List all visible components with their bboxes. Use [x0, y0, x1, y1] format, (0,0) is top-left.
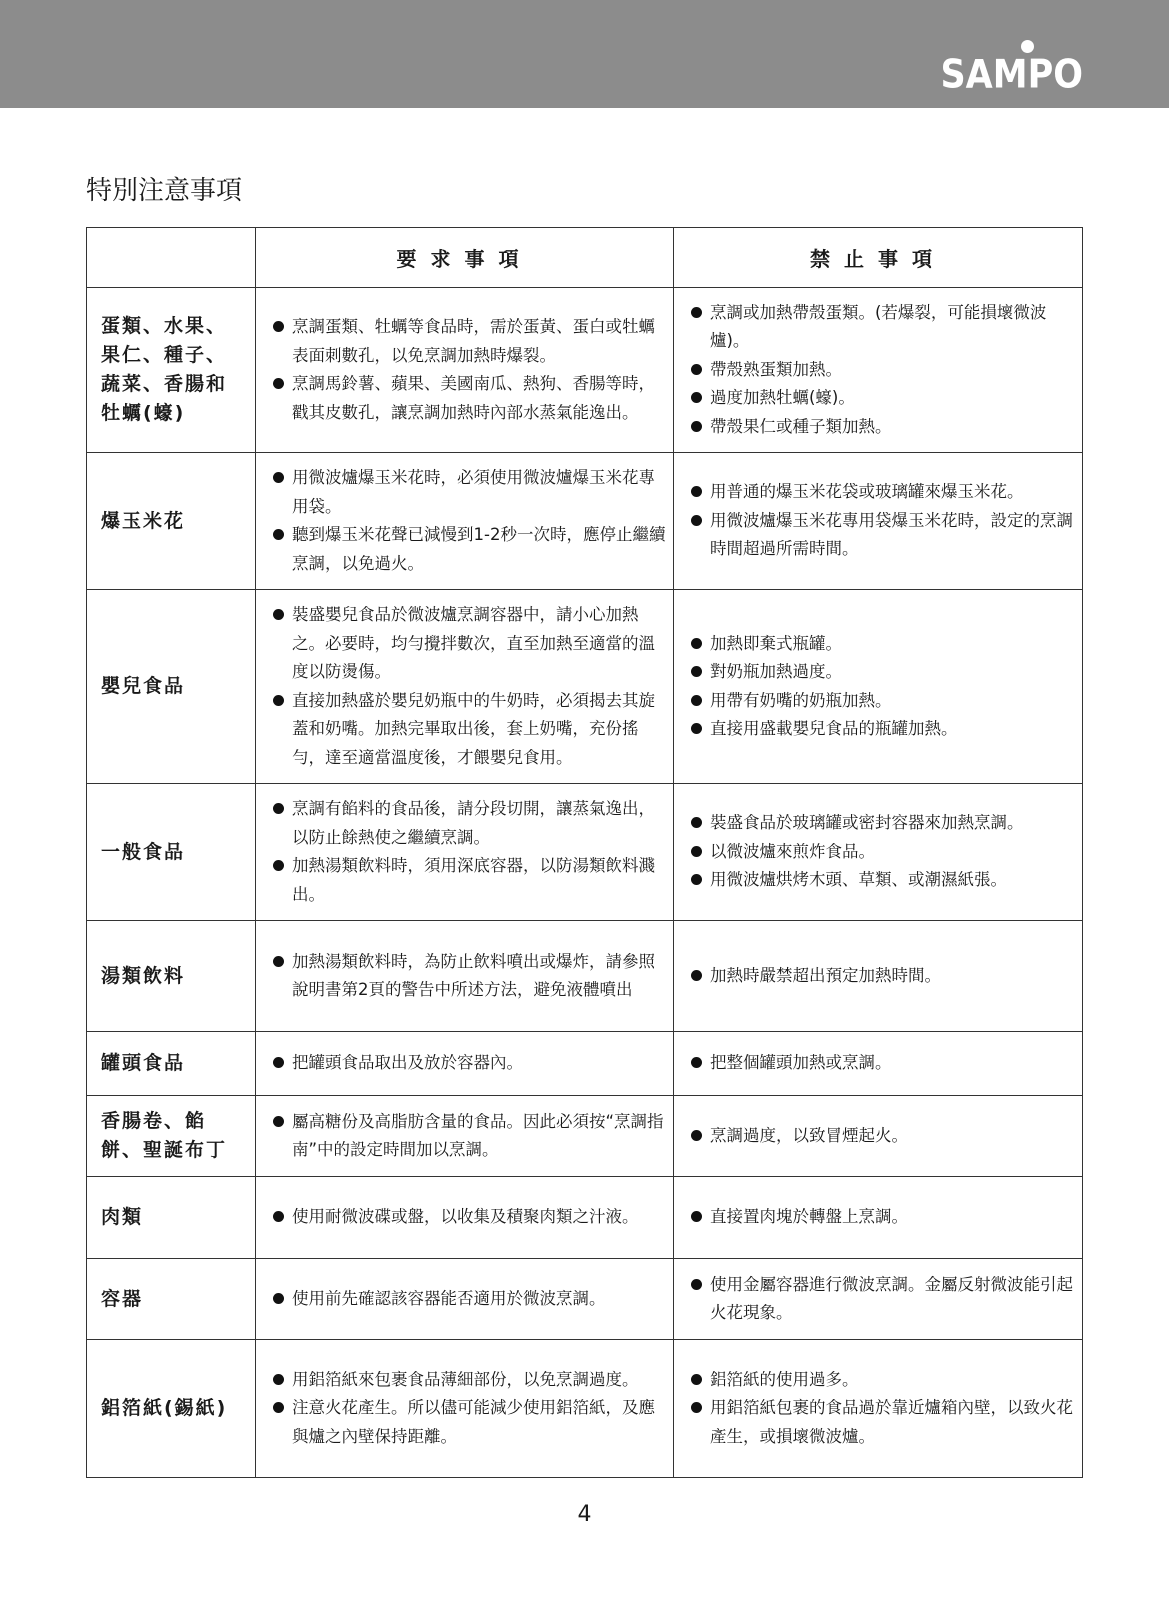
required-list	[272, 464, 667, 578]
list-item: 加熱湯類飲料時，須用深底容器，以防湯類飲料濺出。	[272, 852, 667, 909]
list-item: 烹調馬鈴薯、蘋果、美國南瓜、熱狗、香腸等時，戳其皮數孔，讓烹調加熱時內部水蒸氣能逸出。	[272, 370, 667, 427]
list-item: 用微波爐烘烤木頭、草類、或潮濕紙張。	[690, 866, 1076, 895]
list-item: 鋁箔紙的使用過多。	[690, 1366, 1076, 1395]
page-title: 特別注意事項	[86, 176, 243, 206]
required-list	[272, 313, 667, 427]
list-item: 注意火花產生。所以儘可能減少使用鋁箔紙，及應與爐之內壁保持距離。	[272, 1394, 667, 1451]
list-item: 聽到爆玉米花聲已減慢到1-2秒一次時，應停止繼續烹調，以免過火。	[272, 521, 667, 578]
required-cell	[256, 1259, 674, 1340]
table-row	[87, 1259, 1083, 1340]
prohibited-list	[690, 1049, 1076, 1078]
list-item: 帶殼果仁或種子類加熱。	[690, 413, 1076, 442]
prohibited-cell	[674, 1259, 1083, 1340]
required-cell	[256, 784, 674, 921]
required-cell	[256, 288, 674, 453]
required-list	[272, 948, 667, 1005]
row-category: 爆玉米花	[87, 453, 256, 590]
list-item: 直接用盛載嬰兒食品的瓶罐加熱。	[690, 715, 1076, 744]
list-item: 直接加熱盛於嬰兒奶瓶中的牛奶時，必須揭去其旋蓋和奶嘴。加熱完畢取出後，套上奶嘴，充份搖勻，達至適當溫度後，才餵嬰兒食用。	[272, 687, 667, 773]
row-category: 嬰兒食品	[87, 590, 256, 784]
list-item: 把整個罐頭加熱或烹調。	[690, 1049, 1076, 1078]
table-row	[87, 1032, 1083, 1096]
table-row	[87, 1340, 1083, 1478]
table-row	[87, 288, 1083, 453]
page-number: 4	[577, 1502, 592, 1527]
table-row	[87, 453, 1083, 590]
header-bar	[0, 0, 1169, 108]
list-item: 用帶有奶嘴的奶瓶加熱。	[690, 687, 1076, 716]
list-item: 使用金屬容器進行微波烹調。金屬反射微波能引起火花現象。	[690, 1271, 1076, 1328]
row-category: 肉類	[87, 1177, 256, 1259]
prohibited-list	[690, 1366, 1076, 1452]
list-item: 加熱湯類飲料時，為防止飲料噴出或爆炸，請參照說明書第2頁的警告中所述方法，避免液體噴出	[272, 948, 667, 1005]
prohibited-cell	[674, 1032, 1083, 1096]
row-category: 蛋類、水果、果仁、種子、蔬菜、香腸和牡蠣(蠔)	[87, 288, 256, 453]
required-cell	[256, 1096, 674, 1177]
list-item: 帶殼熟蛋類加熱。	[690, 356, 1076, 385]
table-header-row	[87, 228, 1083, 288]
prohibited-cell	[674, 453, 1083, 590]
row-category: 容器	[87, 1259, 256, 1340]
list-item: 加熱時嚴禁超出預定加熱時間。	[690, 962, 1076, 991]
prohibited-cell	[674, 1177, 1083, 1259]
prohibited-cell	[674, 784, 1083, 921]
prohibited-list	[690, 962, 1076, 991]
list-item: 直接置肉塊於轉盤上烹調。	[690, 1203, 1076, 1232]
prohibited-list	[690, 1203, 1076, 1232]
required-list	[272, 601, 667, 772]
list-item: 烹調過度，以致冒煙起火。	[690, 1122, 1076, 1151]
list-item: 屬高糖份及高脂肪含量的食品。因此必須按“烹調指南”中的設定時間加以烹調。	[272, 1108, 667, 1165]
prohibited-list	[690, 1271, 1076, 1328]
list-item: 裝盛嬰兒食品於微波爐烹調容器中，請小心加熱之。必要時，均勻攪拌數次，直至加熱至適當的溫度以防燙傷。	[272, 601, 667, 687]
required-cell	[256, 1032, 674, 1096]
list-item: 對奶瓶加熱過度。	[690, 658, 1076, 687]
list-item: 用微波爐爆玉米花時，必須使用微波爐爆玉米花專用袋。	[272, 464, 667, 521]
required-list	[272, 795, 667, 909]
required-cell	[256, 921, 674, 1032]
prohibited-list	[690, 299, 1076, 442]
row-category: 一般食品	[87, 784, 256, 921]
list-item: 裝盛食品於玻璃罐或密封容器來加熱烹調。	[690, 809, 1076, 838]
list-item: 加熱即棄式瓶罐。	[690, 630, 1076, 659]
logo-dot-icon	[1021, 40, 1034, 53]
table-row	[87, 590, 1083, 784]
row-category: 鋁箔紙(錫紙)	[87, 1340, 256, 1478]
table-row	[87, 784, 1083, 921]
list-item: 烹調或加熱帶殼蛋類。(若爆裂，可能損壞微波爐)。	[690, 299, 1076, 356]
required-cell	[256, 453, 674, 590]
row-category: 湯類飲料	[87, 921, 256, 1032]
prohibited-cell	[674, 1340, 1083, 1478]
prohibited-list	[690, 809, 1076, 895]
prohibited-cell	[674, 921, 1083, 1032]
list-item: 用鋁箔紙來包裹食品薄細部份，以免烹調過度。	[272, 1366, 667, 1395]
table-row	[87, 921, 1083, 1032]
table-row	[87, 1177, 1083, 1259]
brand-logo: SAMPO	[940, 52, 1083, 98]
prohibited-cell	[674, 1096, 1083, 1177]
required-list	[272, 1049, 667, 1078]
column-header-prohibited: 禁止事項	[674, 228, 1083, 288]
list-item: 使用耐微波碟或盤，以收集及積聚肉類之汁液。	[272, 1203, 667, 1232]
row-category: 罐頭食品	[87, 1032, 256, 1096]
required-cell	[256, 1340, 674, 1478]
required-list	[272, 1285, 667, 1314]
required-cell	[256, 590, 674, 784]
list-item: 以微波爐來煎炸食品。	[690, 838, 1076, 867]
column-header-required: 要求事項	[256, 228, 674, 288]
list-item: 把罐頭食品取出及放於容器內。	[272, 1049, 667, 1078]
prohibited-cell	[674, 590, 1083, 784]
prohibited-list	[690, 1122, 1076, 1151]
prohibited-list	[690, 478, 1076, 564]
column-header-category	[87, 228, 256, 288]
prohibited-cell	[674, 288, 1083, 453]
required-list	[272, 1203, 667, 1232]
list-item: 烹調有餡料的食品後，請分段切開，讓蒸氣逸出，以防止餘熱使之繼續烹調。	[272, 795, 667, 852]
required-list	[272, 1366, 667, 1452]
list-item: 烹調蛋類、牡蠣等食品時，需於蛋黃、蛋白或牡蠣表面刺數孔，以免烹調加熱時爆裂。	[272, 313, 667, 370]
list-item: 使用前先確認該容器能否適用於微波烹調。	[272, 1285, 667, 1314]
table-body	[87, 288, 1083, 1478]
precautions-table	[86, 227, 1083, 1478]
required-list	[272, 1108, 667, 1165]
list-item: 過度加熱牡蠣(蠔)。	[690, 384, 1076, 413]
prohibited-list	[690, 630, 1076, 744]
list-item: 用鋁箔紙包裹的食品過於靠近爐箱內壁，以致火花產生，或損壞微波爐。	[690, 1394, 1076, 1451]
row-category: 香腸卷、餡餅、聖誕布丁	[87, 1096, 256, 1177]
list-item: 用微波爐爆玉米花專用袋爆玉米花時，設定的烹調時間超過所需時間。	[690, 507, 1076, 564]
table-row	[87, 1096, 1083, 1177]
list-item: 用普通的爆玉米花袋或玻璃罐來爆玉米花。	[690, 478, 1076, 507]
required-cell	[256, 1177, 674, 1259]
